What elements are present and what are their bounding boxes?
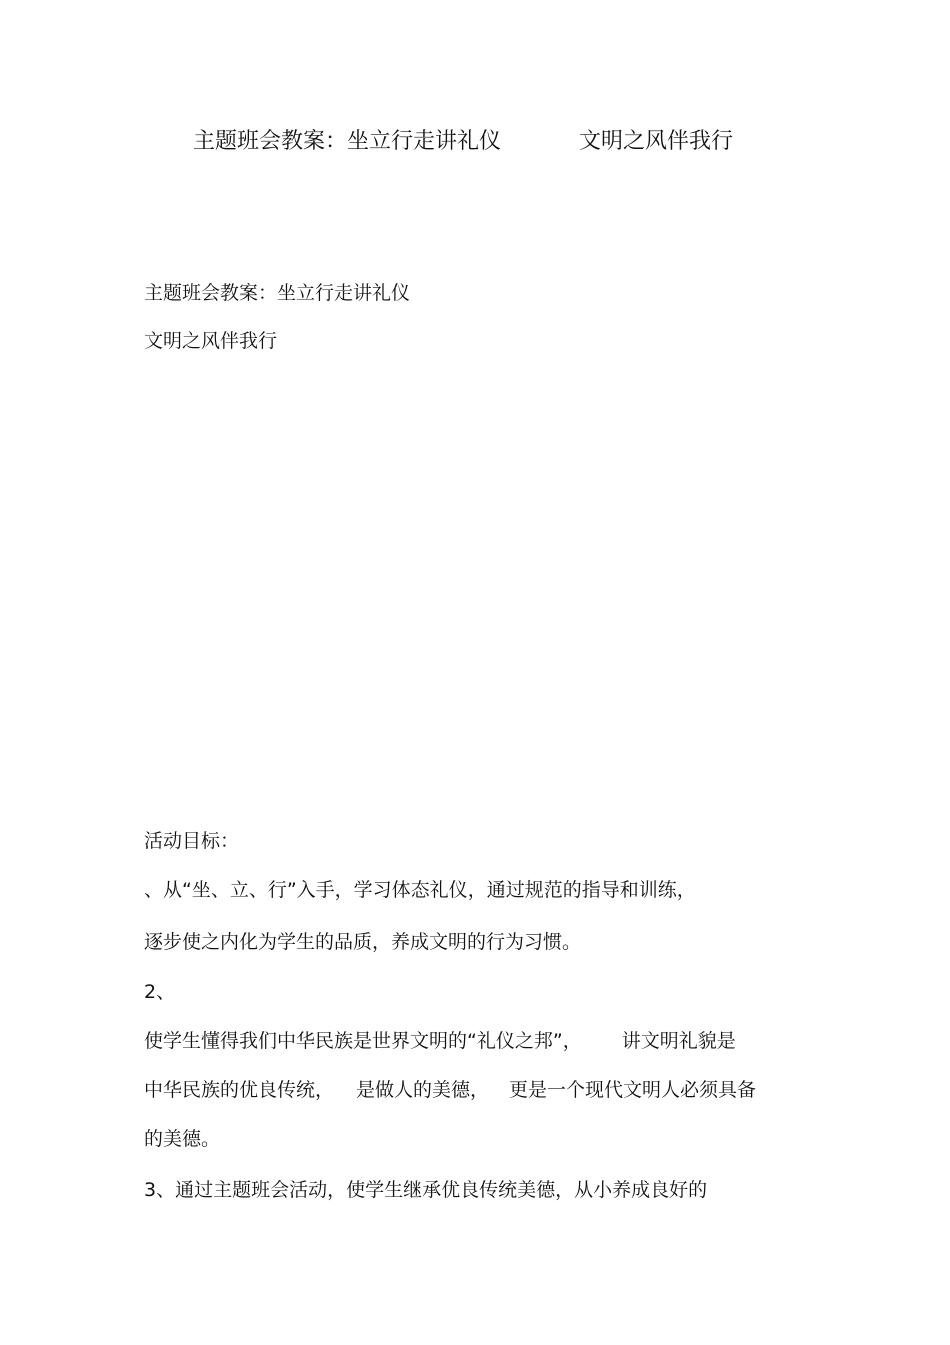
title-part-a: 主题班会教案：坐立行走讲礼仪 [193, 129, 502, 154]
subtitle-line-1: 主题班会教案：坐立行走讲礼仪 [144, 282, 411, 304]
document-title [0, 124, 950, 160]
objective-2-line-2-b: 是做人的美德， [356, 1079, 490, 1101]
objective-1-line-1: 、从“坐、立、行”入手，学习体态礼仪，通过规范的指导和训练， [144, 879, 696, 901]
objective-2-number: 2、 [144, 981, 176, 1003]
title-part-b: 文明之风伴我行 [579, 129, 734, 154]
objective-3-line-1: 3、通过主题班会活动，使学生继承优良传统美德，从小养成良好的 [144, 1179, 708, 1201]
objectives-heading: 活动目标： [144, 830, 240, 852]
objective-2-line-2-c: 更是一个现代文明人必须具备 [509, 1079, 757, 1101]
objective-2-line-1 [144, 1026, 736, 1056]
objective-2-line-1-a: 使学生懂得我们中华民族是世界文明的“礼仪之邦”， [144, 1030, 582, 1052]
objective-2-line-1-b: 讲文明礼貌是 [621, 1030, 736, 1052]
objective-2-line-2-a: 中华民族的优良传统， [144, 1079, 335, 1101]
objective-1-line-2: 逐步使之内化为学生的品质，养成文明的行为习惯。 [144, 931, 582, 953]
objective-2-line-2 [144, 1075, 756, 1105]
subtitle-line-2: 文明之风伴我行 [144, 330, 278, 352]
objective-2-line-3: 的美德。 [144, 1128, 221, 1150]
